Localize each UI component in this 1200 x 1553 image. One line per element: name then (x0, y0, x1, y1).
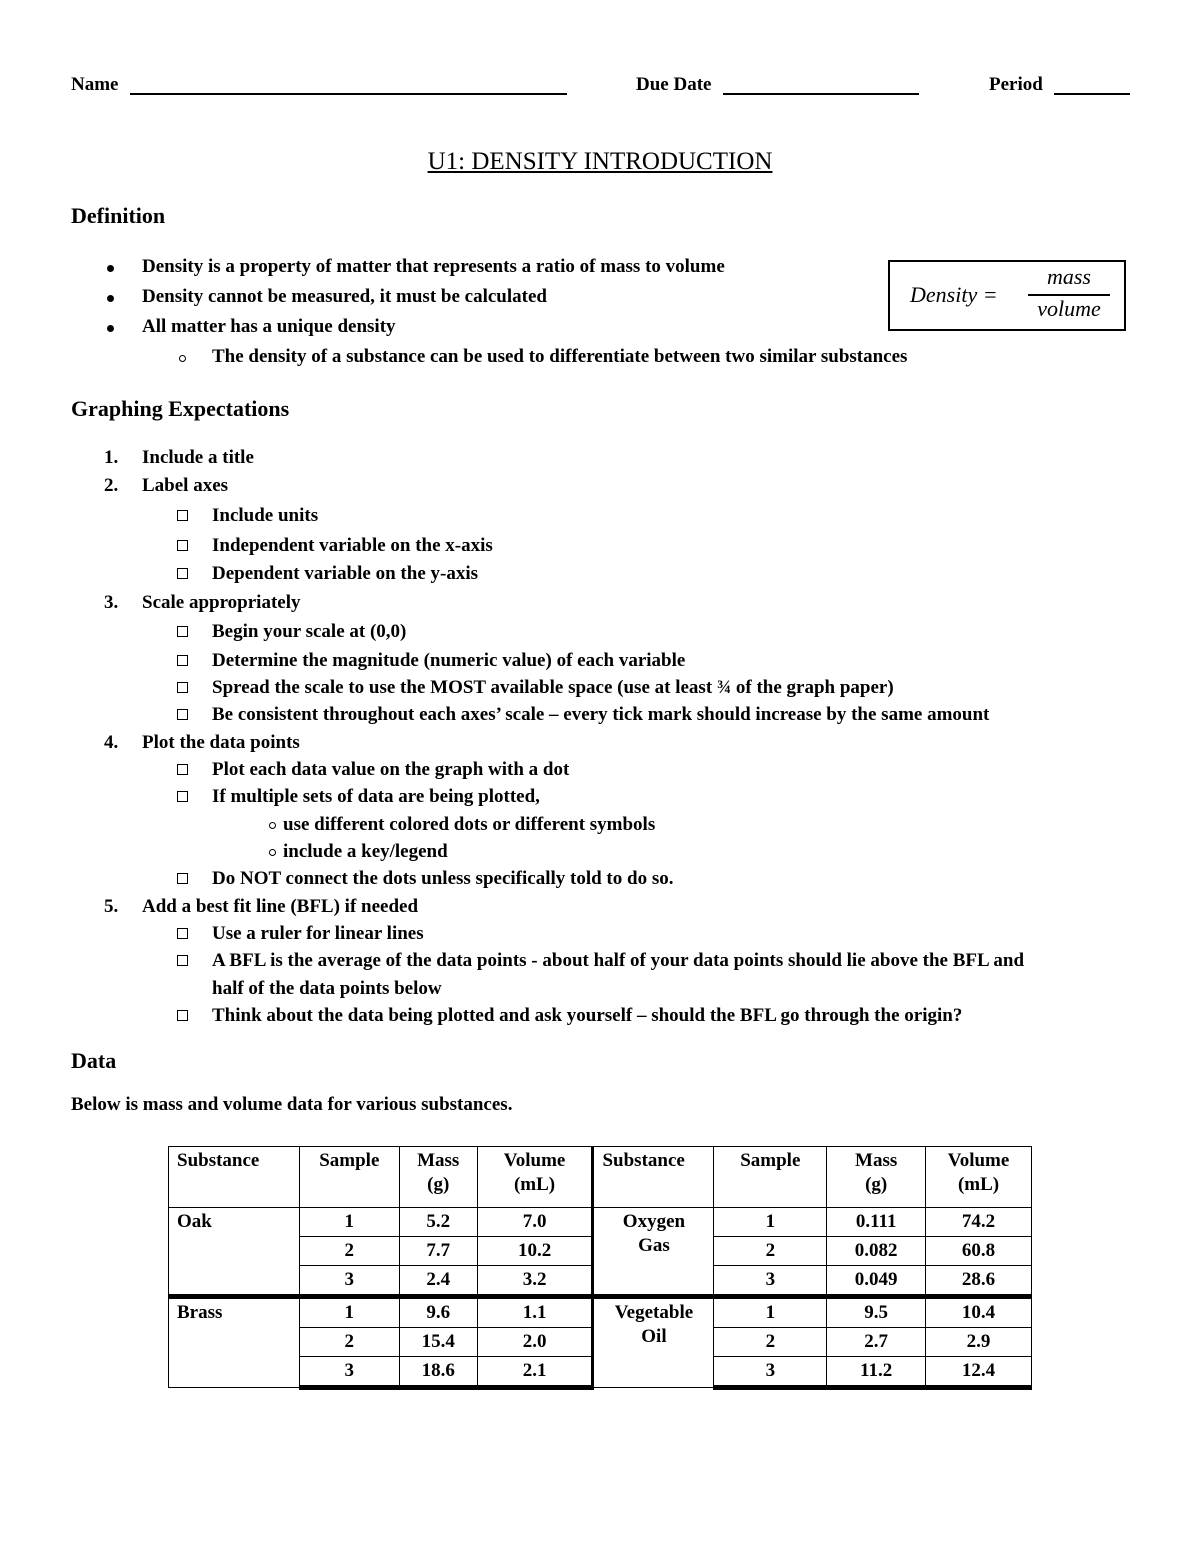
substance-cell: Vegetable Oil (593, 1297, 714, 1388)
column-header: Sample (299, 1147, 399, 1208)
column-header: Mass (g) (399, 1147, 477, 1208)
table-cell: 2.0 (477, 1328, 593, 1357)
checklist-item: Be consistent throughout each axes’ scale – every tick mark should increase by the same amount (212, 704, 990, 725)
checklist-item: A BFL is the average of the data points - about half of your data points should lie above the BFL and (212, 950, 1025, 971)
density-formula-box (888, 260, 1126, 331)
table-cell: 3 (299, 1357, 399, 1388)
checkbox-icon[interactable] (177, 626, 188, 637)
table-cell: 15.4 (399, 1328, 477, 1357)
list-item: Label axes (142, 475, 229, 496)
checkbox-icon[interactable] (177, 955, 188, 966)
checklist-item: Spread the scale to use the MOST available space (use at least ¾ of the graph paper) (212, 677, 894, 698)
checkbox-icon[interactable] (177, 709, 188, 720)
checklist-item: If multiple sets of data are being plotted, (212, 786, 540, 807)
list-number: 1. (104, 447, 119, 468)
circle-bullet-icon (179, 355, 186, 362)
table-cell: 2.1 (477, 1357, 593, 1388)
table-cell: 1 (714, 1208, 827, 1237)
list-item: Scale appropriately (142, 592, 301, 613)
column-header: Substance (593, 1147, 714, 1208)
table-cell: 11.2 (827, 1357, 926, 1388)
table-cell: 3 (714, 1357, 827, 1388)
graphing-heading: Graphing Expectations (71, 396, 290, 421)
column-header: Volume (mL) (477, 1147, 593, 1208)
due-date-label: Due Date (636, 74, 712, 95)
page-title: U1: DENSITY INTRODUCTION (427, 148, 773, 175)
data-table (168, 1146, 1032, 1390)
due-date-field[interactable] (723, 93, 919, 95)
period-label: Period (989, 74, 1043, 95)
definition-sub-bullet: The density of a substance can be used to differentiate between two similar substances (212, 346, 908, 367)
formula-lhs: Density = (910, 282, 998, 307)
table-cell: 10.4 (926, 1297, 1032, 1328)
checklist-item: Plot each data value on the graph with a dot (212, 759, 570, 780)
definition-bullet: Density cannot be measured, it must be calculated (142, 286, 547, 307)
checklist-item: Use a ruler for linear lines (212, 923, 424, 944)
checkbox-icon[interactable] (177, 568, 188, 579)
table-cell: 3.2 (477, 1266, 593, 1297)
checklist-item: Include units (212, 505, 319, 526)
list-item: Add a best fit line (BFL) if needed (142, 896, 419, 917)
table-row (169, 1297, 1032, 1328)
table-cell: 7.7 (399, 1237, 477, 1266)
table-cell: 28.6 (926, 1266, 1032, 1297)
checkbox-icon[interactable] (177, 928, 188, 939)
checkbox-icon[interactable] (177, 1010, 188, 1021)
table-cell: 9.5 (827, 1297, 926, 1328)
checkbox-icon[interactable] (177, 510, 188, 521)
sub-sub-item: include a key/legend (283, 841, 448, 862)
checkbox-icon[interactable] (177, 764, 188, 775)
sub-sub-item: use different colored dots or different symbols (283, 814, 656, 835)
table-cell: 2 (714, 1328, 827, 1357)
table-cell: 18.6 (399, 1357, 477, 1388)
table-cell: 10.2 (477, 1237, 593, 1266)
bullet-icon (107, 295, 114, 302)
table-cell: 5.2 (399, 1208, 477, 1237)
substance-cell: Oxygen Gas (593, 1208, 714, 1297)
table-cell: 9.6 (399, 1297, 477, 1328)
list-number: 5. (104, 896, 119, 917)
table-cell: 2.9 (926, 1328, 1032, 1357)
table-header-row (169, 1147, 1032, 1208)
table-cell: 0.082 (827, 1237, 926, 1266)
definition-heading: Definition (71, 203, 166, 228)
table-cell: 1 (299, 1297, 399, 1328)
checkbox-icon[interactable] (177, 791, 188, 802)
table-cell: 0.049 (827, 1266, 926, 1297)
table-cell: 3 (714, 1266, 827, 1297)
formula-denominator: volume (1037, 296, 1101, 321)
table-cell: 12.4 (926, 1357, 1032, 1388)
checklist-item: Dependent variable on the y-axis (212, 563, 478, 584)
table-cell: 1 (714, 1297, 827, 1328)
table-cell: 7.0 (477, 1208, 593, 1237)
table-cell: 2.7 (827, 1328, 926, 1357)
bullet-icon (107, 265, 114, 272)
name-label: Name (71, 74, 119, 95)
list-item: Include a title (142, 447, 254, 468)
table-cell: 2.4 (399, 1266, 477, 1297)
checkbox-icon[interactable] (177, 655, 188, 666)
list-number: 4. (104, 732, 119, 753)
data-intro: Below is mass and volume data for various substances. (71, 1094, 513, 1115)
column-header: Mass (g) (827, 1147, 926, 1208)
table-cell: 1 (299, 1208, 399, 1237)
table-cell: 3 (299, 1266, 399, 1297)
checklist-item: Do NOT connect the dots unless specifically told to do so. (212, 868, 674, 889)
checkbox-icon[interactable] (177, 682, 188, 693)
table-cell: 0.111 (827, 1208, 926, 1237)
substance-cell: Brass (169, 1297, 300, 1388)
bullet-icon (107, 325, 114, 332)
checklist-item: Independent variable on the x-axis (212, 535, 493, 556)
data-heading: Data (71, 1048, 117, 1073)
table-cell: 2 (714, 1237, 827, 1266)
circle-bullet-icon (269, 822, 276, 829)
definition-bullet: All matter has a unique density (142, 316, 396, 337)
table-cell: 2 (299, 1328, 399, 1357)
checklist-item-continuation: half of the data points below (212, 978, 442, 999)
table-cell: 1.1 (477, 1297, 593, 1328)
column-header: Sample (714, 1147, 827, 1208)
table-cell: 2 (299, 1237, 399, 1266)
circle-bullet-icon (269, 849, 276, 856)
checkbox-icon[interactable] (177, 540, 188, 551)
list-item: Plot the data points (142, 732, 300, 753)
checkbox-icon[interactable] (177, 873, 188, 884)
column-header: Volume (mL) (926, 1147, 1032, 1208)
checklist-item: Determine the magnitude (numeric value) of each variable (212, 650, 686, 671)
checklist-item: Think about the data being plotted and ask yourself – should the BFL go through the origin? (212, 1005, 963, 1026)
substance-cell: Oak (169, 1208, 300, 1297)
column-header: Substance (169, 1147, 300, 1208)
list-number: 2. (104, 475, 119, 496)
table-cell: 60.8 (926, 1237, 1032, 1266)
table-cell: 74.2 (926, 1208, 1032, 1237)
checklist-item: Begin your scale at (0,0) (212, 621, 407, 642)
period-field[interactable] (1054, 93, 1130, 95)
list-number: 3. (104, 592, 119, 613)
name-field[interactable] (130, 93, 567, 95)
definition-bullet: Density is a property of matter that represents a ratio of mass to volume (142, 256, 725, 277)
formula-numerator: mass (1046, 264, 1091, 289)
table-row (169, 1208, 1032, 1237)
